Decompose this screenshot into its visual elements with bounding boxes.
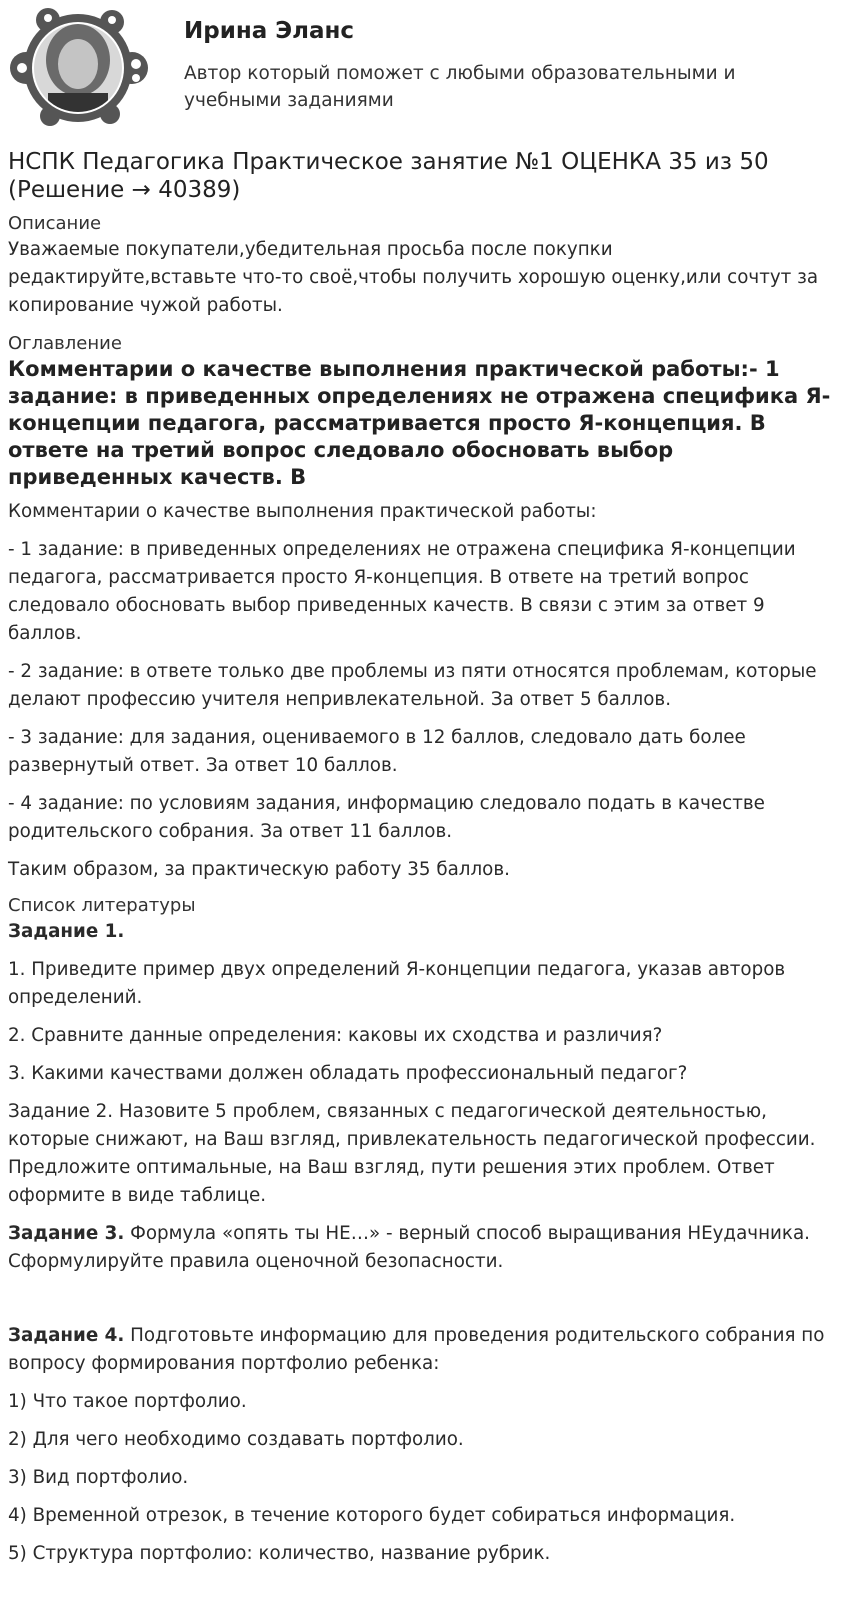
task4-item: 1) Что такое портфолио.	[8, 1391, 247, 1412]
comment-paragraph: - 3 задание: для задания, оцениваемого в 12 баллов, следовало дать более развернутый ответ. За ответ 10 баллов.	[8, 727, 746, 776]
task3-heading: Задание 3.	[8, 1223, 125, 1244]
author-avatar	[8, 8, 150, 126]
task2-text: Задание 2. Назовите 5 проблем, связанных с педагогической деятельностью, которые снижают, на Ваш взгляд, привлекательность педагогической профессии. Предложите оптимальные, на Ваш взгляд, пути решения этих проблем. Ответ оформите в виде таблице.	[8, 1101, 816, 1206]
comment-paragraph: - 1 задание: в приведенных определениях не отражена специфика Я-концепции педагога, рассматривается просто Я-концепция. В ответе на третий вопрос следовало обосновать выбор приведенных качеств. В связи с этим за ответ 9 баллов.	[8, 539, 796, 644]
task1-item: 1. Приведите пример двух определений Я-концепции педагога, указав авторов определений.	[8, 959, 786, 1008]
task4-paragraph	[8, 1322, 840, 1378]
author-name[interactable]: Ирина Эланс	[184, 18, 355, 44]
task4-heading: Задание 4.	[8, 1325, 125, 1346]
task4-text: Подготовьте информацию для проведения родительского собрания по вопросу формирования портфолио ребенка:	[8, 1325, 825, 1374]
page-title: НСПК Педагогика Практическое занятие №1 ОЦЕНКА 35 из 50 (Решение → 40389)	[8, 149, 769, 203]
task1-heading: Задание 1.	[8, 921, 125, 942]
task4-item: 4) Временной отрезок, в течение которого будет собираться информация.	[8, 1505, 736, 1526]
comment-paragraph: Комментарии о качестве выполнения практической работы:	[8, 501, 597, 522]
task4-item: 5) Структура портфолио: количество, название рубрик.	[8, 1543, 551, 1564]
task4-item: 2) Для чего необходимо создавать портфолио.	[8, 1429, 464, 1450]
description-text: Уважаемые покупатели,убедительная просьба после покупки редактируйте,вставьте что-то своё,чтобы получить хорошую оценку,или сочтут за копирование чужой работы.	[8, 239, 819, 316]
comment-paragraph: - 2 задание: в ответе только две проблемы из пяти относятся проблемам, которые делают профессию учителя непривлекательной. За ответ 5 баллов.	[8, 661, 817, 710]
literature-label: Список литературы	[8, 895, 196, 916]
task1-item: 2. Сравните данные определения: каковы их сходства и различия?	[8, 1025, 663, 1046]
task3-text: Формула «опять ты НЕ…» - верный способ выращивания НЕудачника. Сформулируйте правила оценочной безопасности.	[8, 1223, 810, 1272]
description-label: Описание	[8, 213, 102, 234]
author-description: Автор который поможет с любыми образовательными и учебными заданиями	[184, 63, 736, 111]
spacer	[8, 1286, 840, 1322]
comment-paragraph: Таким образом, за практическую работу 35 баллов.	[8, 859, 510, 880]
task3-paragraph	[8, 1220, 840, 1276]
toc-label: Оглавление	[8, 333, 122, 354]
task4-item: 3) Вид портфолио.	[8, 1467, 189, 1488]
task1-item: 3. Какими качествами должен обладать профессиональный педагог?	[8, 1063, 688, 1084]
document-content	[8, 148, 840, 1578]
toc-text: Комментарии о качестве выполнения практической работы:- 1 задание: в приведенных определениях не отражена специфика Я-концепции педагога, рассматривается просто Я-концепция. В ответе на третий вопрос следовало обосновать выбор приведенных качеств. В	[8, 357, 831, 489]
comment-paragraph: - 4 задание: по условиям задания, информацию следовало подать в качестве родительского собрания. За ответ 11 баллов.	[8, 793, 765, 842]
author-card	[8, 8, 838, 128]
